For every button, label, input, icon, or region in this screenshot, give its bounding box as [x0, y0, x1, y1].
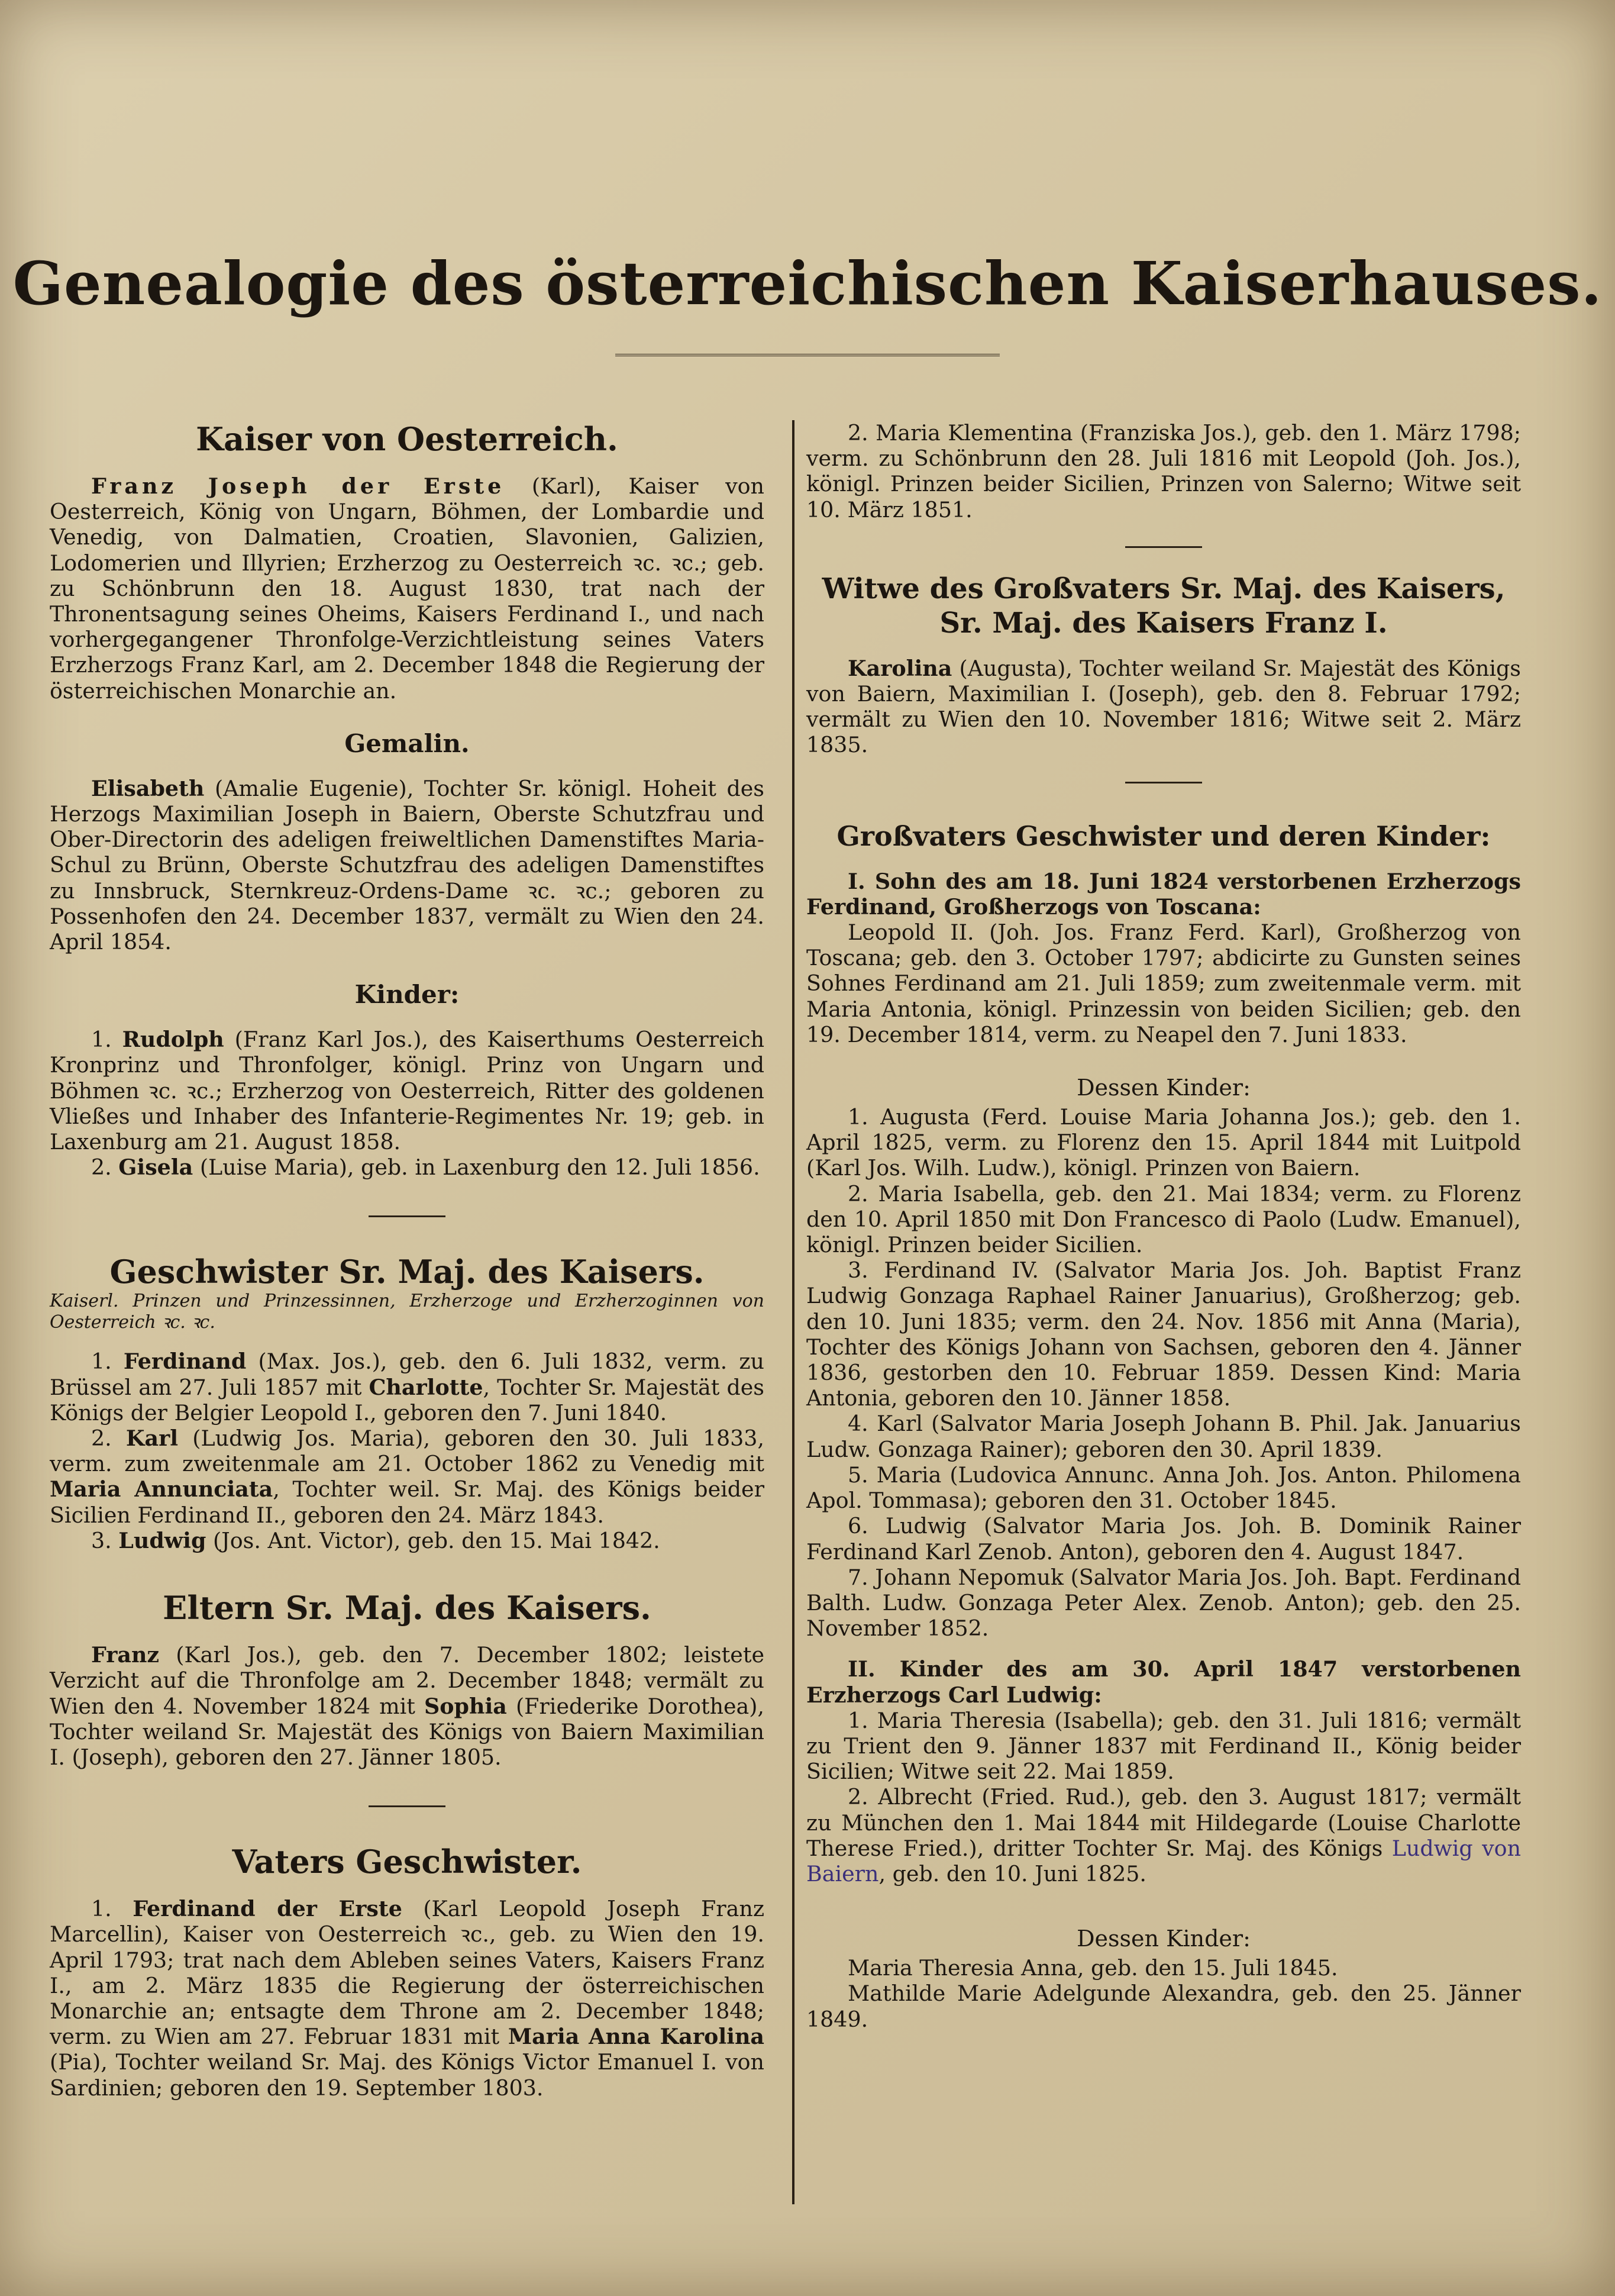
entry-maria-klementina: 2. Maria Klementina (Franziska Jos.), geb. den 1. März 1798; verm. zu Schönbrunn den 28. Juli 1816 mit Leopold (Joh. Jos.), königl. Prinzen beider Sicilien, Prinzen von Salerno; Witwe seit 10. März 1851.	[806, 420, 1521, 523]
text-kaiser: (Karl), Kaiser von Oesterreich, König von Ungarn, Böhmen, der Lombardie und Venedig, von Dalmatien, Croatien, Slavonien, Galizien, Lodomerien und Illyrien; Erzherzog zu Oesterreich ꝛc. ꝛc.; geb. zu Schönbrunn den 18. August 1830, trat nach der Thronentsagung seines Oheims, Kaisers Ferdinand I., und nach vorhergegangener Thronfolge-Verzichtleistung seines Vaters Erzherzogs Franz Karl, am 2. December 1848 die Regierung der österreichischen Monarchie an.	[50, 473, 764, 704]
text-karolina: (Augusta), Tochter weiland Sr. Majestät des Königs von Baiern, Maximilian I. (Joseph), geb. den 8. Februar 1792; vermält zu Wien den 10. November 1816; Witwe seit 2. März 1835.	[806, 655, 1521, 758]
name-elisabeth: Elisabeth	[91, 775, 205, 801]
text-gisela: (Luise Maria), geb. in Laxenburg den 12. Juli 1856.	[193, 1155, 760, 1181]
name-ludwig: Ludwig	[118, 1527, 206, 1553]
name-ferdinand-der-erste: Ferdinand der Erste	[133, 1896, 402, 1922]
handwritten-annotation: Ludwig von Baiern	[806, 1835, 1522, 1887]
name-gisela: Gisela	[118, 1155, 193, 1181]
heading-vaters-geschwister: Vaters Geschwister.	[232, 1843, 582, 1881]
entry-ferdinand-max	[50, 1349, 764, 1426]
text-karl-b: , Tochter weil. Sr. Maj. des Königs beider Sicilien Ferdinand II., geboren den 24. März 1843.	[50, 1476, 764, 1528]
note-geschwister: Kaiserl. Prinzen und Prinzessinnen, Erzherzoge und Erzherzoginnen von Oesterreich ꝛc. ꝛc.	[50, 1291, 764, 1333]
text-ferdinand-der-erste-a: (Karl Leopold Joseph Franz Marcellin), Kaiser von Oesterreich ꝛc., geb. zu Wien den 19. April 1793; trat nach dem Ableben seines Vaters, Kaisers Franz I., am 2. März 1835 die Regierung der österreichischen Monarchie an; entsagte dem Throne am 2. December 1848; verm. zu Wien am 27. Februar 1831 mit	[50, 1896, 764, 2050]
name-charlotte: Charlotte	[369, 1374, 483, 1400]
text-eltern-a: (Karl Jos.), geb. den 7. December 1802; leistete Verzicht auf die Thronfolge am 2. December 1848; vermält zu Wien den 4. November 1824 mit	[50, 1642, 764, 1719]
num-ludwig: 3.	[91, 1527, 119, 1553]
text-karl-a: (Ludwig Jos. Maria), geboren den 30. Juli 1833, verm. zum zweitenmale am 21. October 1862 zu Venedig mit	[50, 1426, 764, 1477]
heading-kinder: Kinder:	[354, 980, 460, 1010]
entry-rudolph	[50, 1027, 764, 1155]
text-ferdinand-max-a: (Max. Jos.), geb. den 6. Juli 1832, verm. zu Brüssel am 27. Juli 1857 mit	[50, 1349, 764, 1400]
entry-maria-theresia: 1. Maria Theresia (Isabella); geb. den 31. Juli 1816; vermält zu Trient den 9. Jänner 1837 mit Ferdinand II., König beider Sicilien; Witwe seit 22. Mai 1859.	[806, 1707, 1521, 1785]
heading-gemalin: Gemalin.	[344, 728, 470, 758]
name-maria-anna-karolina: Maria Anna Karolina	[508, 2024, 765, 2050]
text-sohn-ferdinand: I. Sohn des am 18. Juni 1824 verstorbenen Erzherzogs Ferdinand, Großherzogs von Toscana:	[806, 868, 1521, 920]
entry-franz-karl	[50, 1642, 764, 1770]
entry-mathilde: Mathilde Marie Adelgunde Alexandra, geb. den 25. Jänner 1849.	[806, 1981, 1521, 2032]
heading-geschwister: Geschwister Sr. Maj. des Kaisers.	[109, 1253, 705, 1291]
heading-dessen-kinder-1: Dessen Kinder:	[1077, 1075, 1251, 1101]
name-franz: Franz	[91, 1642, 160, 1668]
entry-albrecht	[806, 1784, 1521, 1887]
heading-eltern: Eltern Sr. Maj. des Kaisers.	[163, 1589, 651, 1627]
entry-ferdinand-der-erste	[50, 1896, 764, 2101]
text-ferdinand-der-erste-b: (Pia), Tochter weiland Sr. Maj. des Königs Victor Emanuel I. von Sardinien; geboren den 19. September 1803.	[50, 2049, 764, 2101]
subheading-kinder-carl-ludwig	[806, 1656, 1521, 1707]
entry-ferdinand-iv: 3. Ferdinand IV. (Salvator Maria Jos. Joh. Baptist Franz Ludwig Gonzaga Raphael Rainer Januarius), Großherzog; geb. den 10. Juni 1835; verm. den 24. Nov. 1856 mit Anna (Maria), Tochter des Königs Johann von Sachsen, geboren den 4. Jänner 1836, gestorben den 10. Februar 1859. Dessen Kind: Maria Antonia, geboren den 10. Jänner 1858.	[806, 1257, 1521, 1411]
page-title: Genealogie des österreichischen Kaiserhauses.	[12, 249, 1603, 318]
entry-maria-isabella: 2. Maria Isabella, geb. den 21. Mai 1834; verm. zu Florenz den 10. April 1850 mit Don Francesco di Paolo (Ludw. Emanuel), königl. Prinzen beider Sicilien.	[806, 1181, 1521, 1258]
num-gisela: 2.	[91, 1155, 119, 1181]
entry-gemalin	[50, 776, 764, 954]
heading-dessen-kinder-2: Dessen Kinder:	[1077, 1926, 1251, 1952]
heading-grossvaters-geschwister: Großvaters Geschwister und deren Kinder:	[836, 820, 1491, 852]
num-karl: 2.	[91, 1426, 126, 1452]
entry-kaiser	[50, 473, 764, 704]
entry-karolina	[806, 656, 1521, 758]
num-ferdinand-max: 1.	[91, 1349, 124, 1375]
name-rudolph: Rudolph	[122, 1027, 224, 1053]
name-karolina: Karolina	[848, 655, 952, 681]
heading-kaiser: Kaiser von Oesterreich.	[196, 420, 618, 458]
left-column	[34, 420, 780, 2195]
entry-karl-salvator: 4. Karl (Salvator Maria Joseph Johann B. Phil. Jak. Januarius Ludw. Gonzaga Rainer); geboren den 30. April 1839.	[806, 1411, 1521, 1462]
entry-maria-theresia-anna: Maria Theresia Anna, geb. den 15. Juli 1845.	[848, 1955, 1338, 1981]
name-franz-joseph: Franz Joseph der Erste	[91, 473, 505, 499]
entry-maria-ludovica: 5. Maria (Ludovica Annunc. Anna Joh. Jos. Anton. Philomena Apol. Tommasa); geboren den 31. October 1845.	[806, 1462, 1521, 1514]
entry-johann-nepomuk: 7. Johann Nepomuk (Salvator Maria Jos. Joh. Bapt. Ferdinand Balth. Ludw. Gonzaga Peter Alex. Zenob. Anton); geb. den 25. November 1852.	[806, 1564, 1521, 1642]
text-ludwig: (Jos. Ant. Victor), geb. den 15. Mai 1842.	[206, 1527, 660, 1553]
heading-witwe: Witwe des Großvaters Sr. Maj. des Kaisers, Sr. Maj. des Kaisers Franz I.	[822, 572, 1506, 640]
entry-karl	[50, 1426, 764, 1528]
entry-gisela	[50, 1155, 764, 1180]
entry-ludwig	[50, 1528, 764, 1553]
text-ferdinand-max-b: , Tochter Sr. Majestät des Königs der Belgier Leopold I., geboren den 7. Juni 1840.	[50, 1374, 764, 1426]
num-ferdinand-der-erste: 1.	[91, 1896, 133, 1922]
text-albrecht-b: , geb. den 10. Juni 1825.	[878, 1860, 1146, 1887]
name-karl: Karl	[125, 1426, 179, 1452]
entry-augusta: 1. Augusta (Ferd. Louise Maria Johanna Jos.); geb. den 1. April 1825, verm. zu Florenz den 15. April 1844 mit Luitpold (Karl Jos. Wilh. Ludw.), königl. Prinzen von Baiern.	[806, 1104, 1521, 1181]
right-column	[791, 420, 1536, 2195]
name-sophia: Sophia	[424, 1693, 507, 1719]
text-gemalin: (Amalie Eugenie), Tochter Sr. königl. Hoheit des Herzogs Maximilian Joseph in Baiern, Oberste Schutzfrau und Ober-Directorin des adeligen freiweltlichen Damenstiftes Maria-Schul zu Brünn, Oberste Schutzfrau des adeligen Damenstiftes zu Innsbruck, Sternkreuz-Ordens-Dame ꝛc. ꝛc.; geboren zu Possenhofen den 24. December 1837, vermält zu Wien den 24. April 1854.	[50, 775, 764, 955]
entry-ludwig-salvator: 6. Ludwig (Salvator Maria Jos. Joh. B. Dominik Rainer Ferdinand Karl Zenob. Anton), geboren den 4. August 1847.	[806, 1513, 1521, 1565]
text-eltern-b: (Friederike Dorothea), Tochter weiland Sr. Majestät des Königs von Baiern Maximilian I. (Joseph), geboren den 27. Jänner 1805.	[50, 1693, 764, 1770]
text-albrecht-a: 2. Albrecht (Fried. Rud.), geb. den 3. August 1817; vermält zu München den 1. Mai 1844 mit Hildegarde (Louise Charlotte Therese Fried.), dritter Tochter Sr. Maj. des Königs	[806, 1784, 1521, 1861]
name-maria-annunciata: Maria Annunciata	[50, 1476, 273, 1502]
text-kinder-carl-ludwig: II. Kinder des am 30. April 1847 verstorbenen Erzherzogs Carl Ludwig:	[806, 1656, 1521, 1708]
title-ornament-rule	[615, 354, 1000, 356]
num-rudolph: 1.	[91, 1027, 122, 1053]
text-rudolph: (Franz Karl Jos.), des Kaiserthums Oesterreich Kronprinz und Thronfolger, königl. Prinz von Ungarn und Böhmen ꝛc. ꝛc.; Erzherzog von Oesterreich, Ritter des goldenen Vließes und Inhaber des Infanterie-Regimentes Nr. 19; geb. in Laxenburg am 21. August 1858.	[50, 1027, 764, 1155]
subheading-sohn-ferdinand	[806, 869, 1521, 920]
name-ferdinand-max: Ferdinand	[123, 1349, 247, 1375]
entry-leopold-ii: Leopold II. (Joh. Jos. Franz Ferd. Karl), Großherzog von Toscana; geb. den 3. October 1797; abdicirte zu Gunsten seines Sohnes Ferdinand am 21. Juli 1859; zum zweitenmale verm. mit Maria Antonia, königl. Prinzessin von beiden Sicilien; geb. den 19. December 1814, verm. zu Neapel den 7. Juni 1833.	[806, 920, 1521, 1047]
